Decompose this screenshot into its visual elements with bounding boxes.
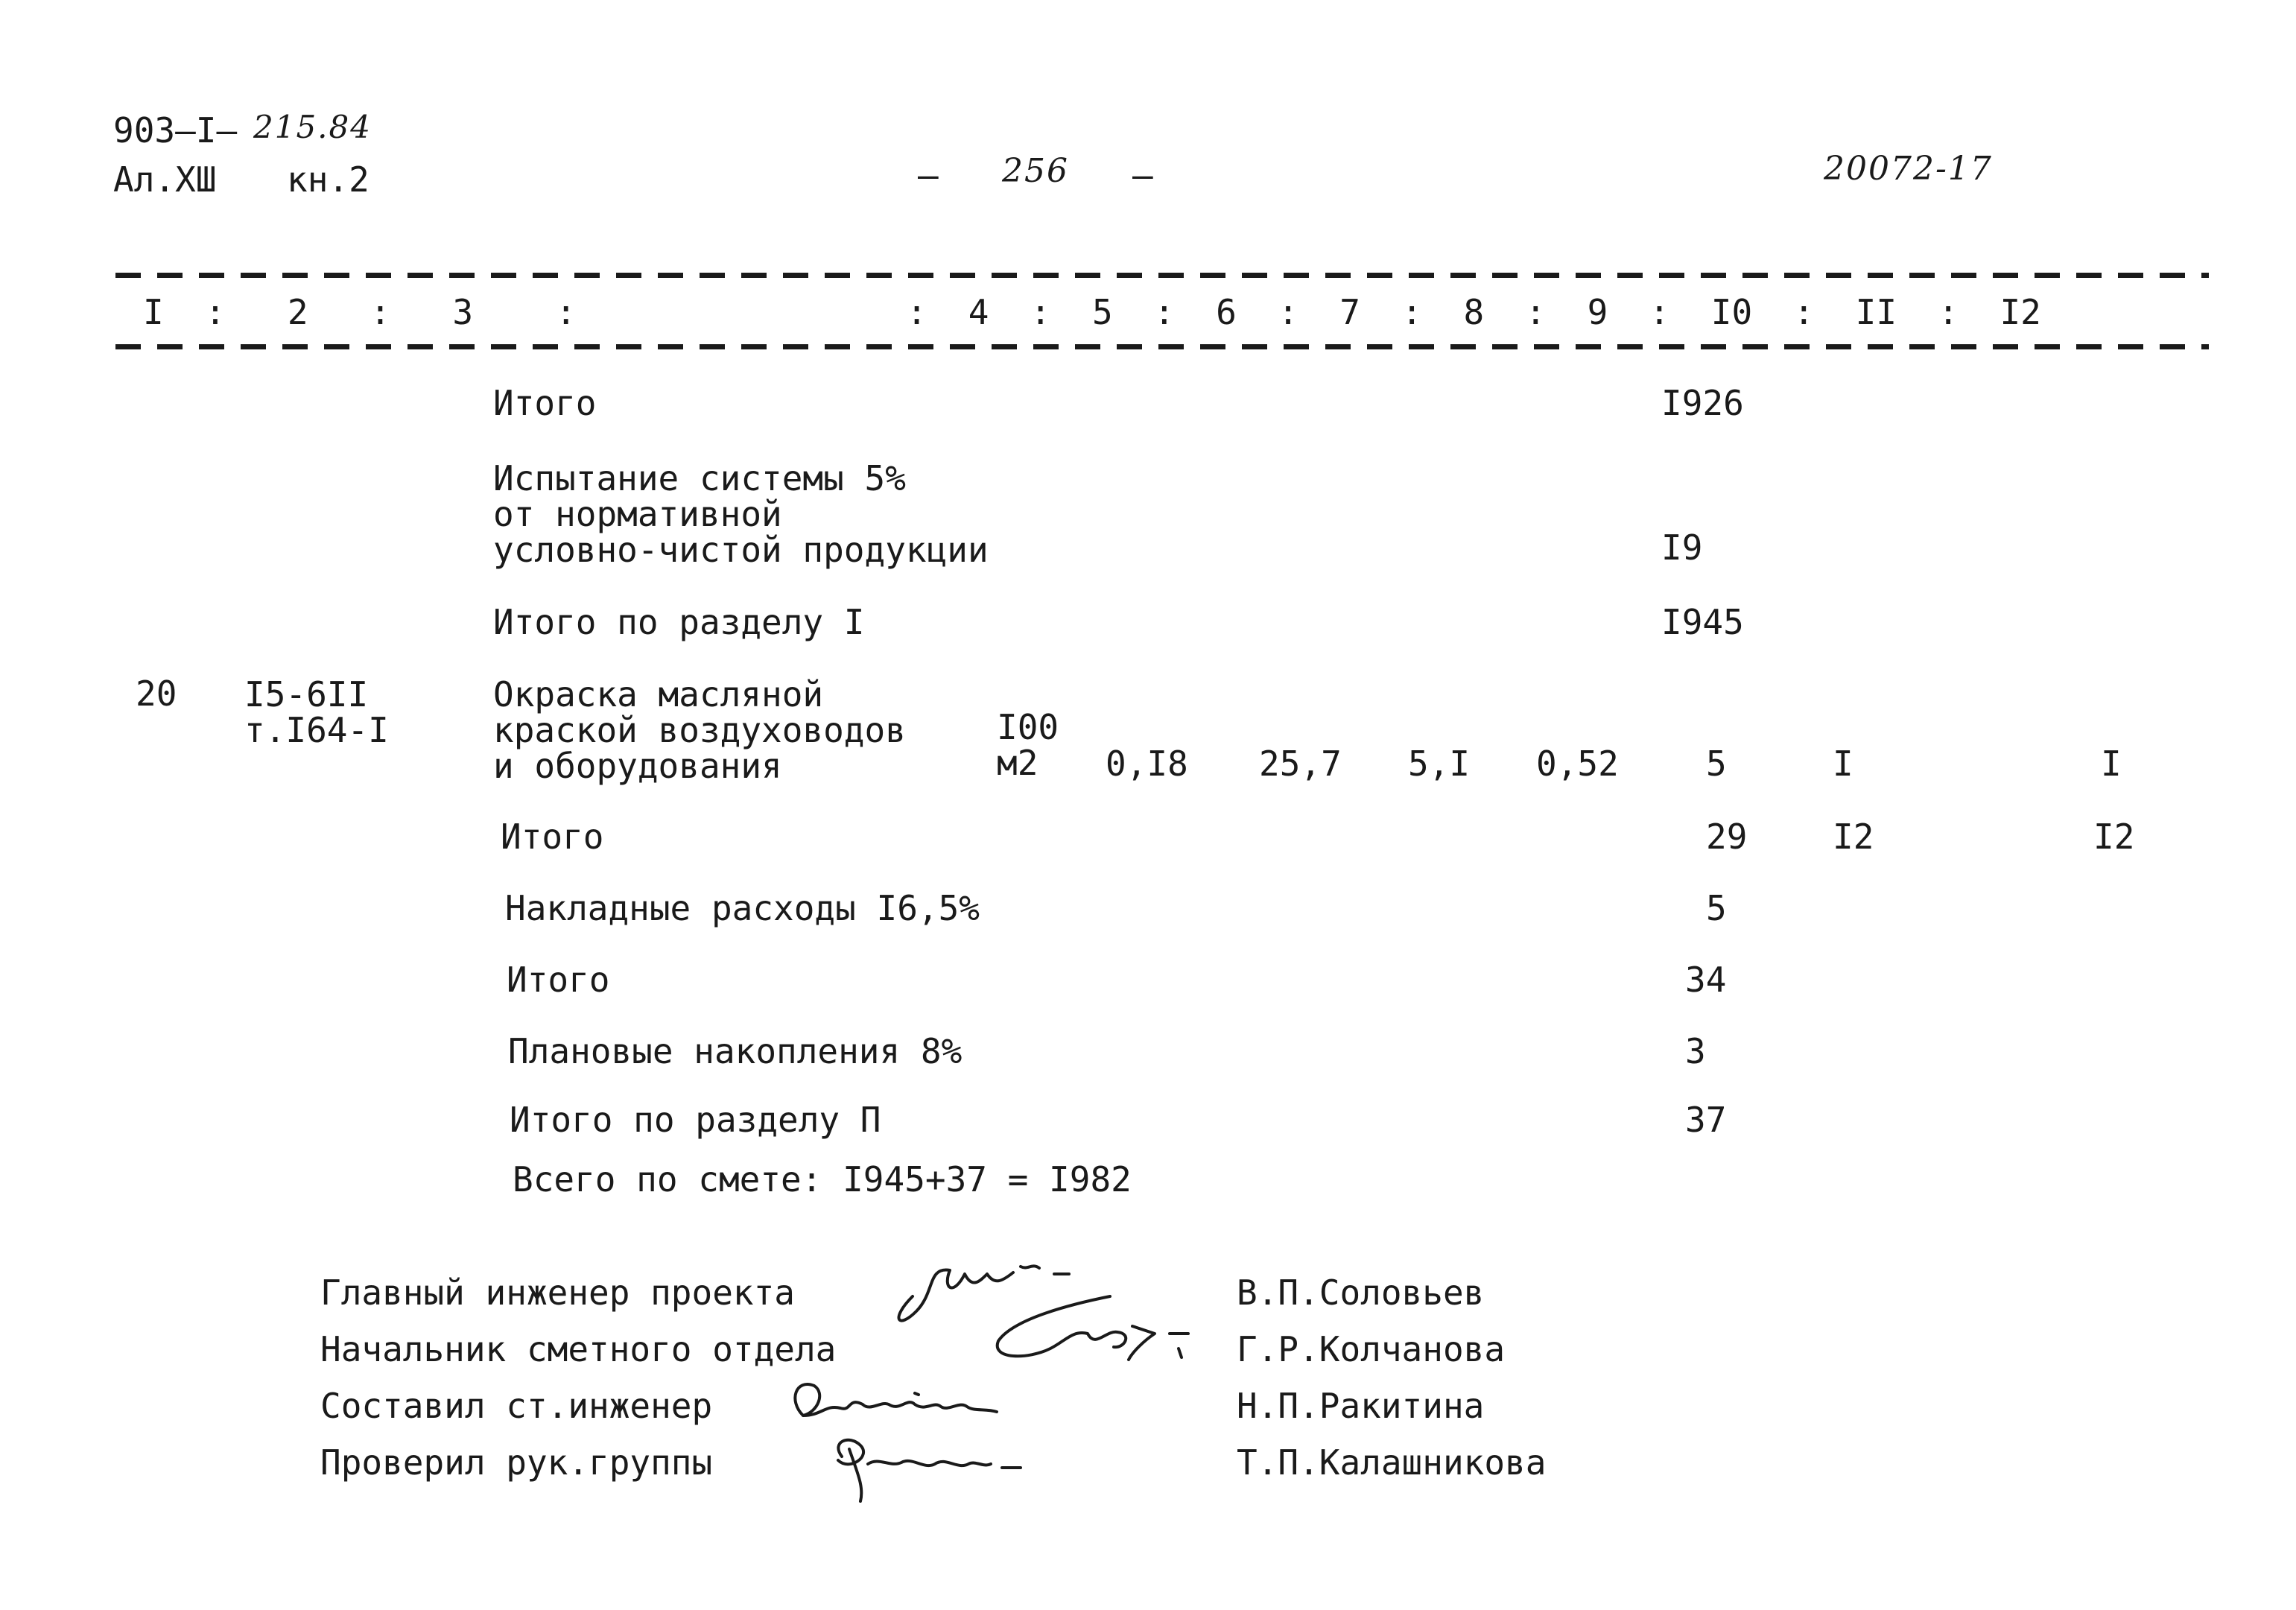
- signature-name-2: Г.Р.Колчанова: [1237, 1329, 1506, 1369]
- row-item-description: Окраска масляной краской воздуховодов и оборудования: [493, 674, 906, 786]
- row-item-unit: I00 м2: [997, 707, 1059, 783]
- row-testing-label: Испытание системы 5% от нормативной условно-чистой продукции: [493, 458, 989, 570]
- signature-role-4: Проверил рук.группы: [320, 1442, 713, 1483]
- signature-name-1: В.П.Соловьев: [1237, 1273, 1485, 1313]
- row-section1-value: I945: [1661, 602, 1744, 642]
- row-item-col6: 25,7: [1259, 744, 1342, 784]
- row-overhead-label: Накладные расходы I6,5%: [505, 888, 980, 928]
- doc-number-handwritten: 215.84: [253, 109, 372, 145]
- row-item-col9: 5: [1706, 744, 1727, 784]
- row-item-code: I5-6II т.I64-I: [244, 674, 389, 750]
- row-item-col12: I: [2101, 744, 2122, 784]
- row-itogo2-col10: I2: [1833, 817, 1874, 857]
- row-section2-value: 37: [1685, 1100, 1727, 1140]
- album-label: Ал.ХШ: [113, 159, 217, 200]
- row-item-col8: 0,52: [1536, 744, 1619, 784]
- signature-name-3: Н.П.Ракитина: [1237, 1386, 1485, 1426]
- handwritten-signature-4: [819, 1427, 1065, 1509]
- row-itogo3-label: Итого: [507, 960, 610, 1000]
- row-overhead-value: 5: [1706, 888, 1727, 928]
- signature-role-2: Начальник сметного отдела: [320, 1329, 837, 1369]
- row-testing-value: I9: [1661, 527, 1703, 568]
- rule-top: [115, 273, 2209, 278]
- row-section2-label: Итого по разделу П: [510, 1100, 881, 1140]
- row-planned-value: 3: [1685, 1031, 1706, 1071]
- row-itogo2-col9: 29: [1706, 817, 1748, 857]
- row-itogo2-label: Итого: [501, 817, 604, 857]
- signature-role-1: Главный инженер проекта: [320, 1273, 795, 1313]
- rule-bottom: [115, 344, 2209, 349]
- document-code: 20072-17: [1824, 150, 1993, 188]
- page-number: 256: [1002, 152, 1069, 190]
- row-item-number: 20: [136, 674, 177, 714]
- row-section1-label: Итого по разделу I: [493, 602, 865, 642]
- grand-total: Всего по смете: I945+37 = I982: [513, 1159, 1132, 1199]
- row-itogo2-col12: I2: [2093, 817, 2135, 857]
- row-itogo-value: I926: [1661, 383, 1744, 423]
- row-itogo-label: Итого: [493, 383, 597, 423]
- row-planned-label: Плановые накопления 8%: [508, 1031, 963, 1071]
- book-label: кн.2: [287, 159, 370, 200]
- row-item-col7: 5,I: [1408, 744, 1471, 784]
- row-item-col5: 0,I8: [1106, 744, 1188, 784]
- signature-name-4: Т.П.Калашникова: [1237, 1442, 1547, 1483]
- page-dash-right: –: [1132, 155, 1153, 195]
- row-itogo3-value: 34: [1685, 960, 1727, 1000]
- signature-role-3: Составил ст.инженер: [320, 1386, 713, 1426]
- doc-number-prefix: 903–I–: [113, 110, 238, 150]
- row-item-col10: I: [1833, 744, 1853, 784]
- page-dash-left: –: [918, 155, 939, 195]
- column-numbers: I : 2 : 3 : : 4 : 5 : 6 : 7 : 8 : 9 : I0 : II : I2: [143, 292, 2041, 332]
